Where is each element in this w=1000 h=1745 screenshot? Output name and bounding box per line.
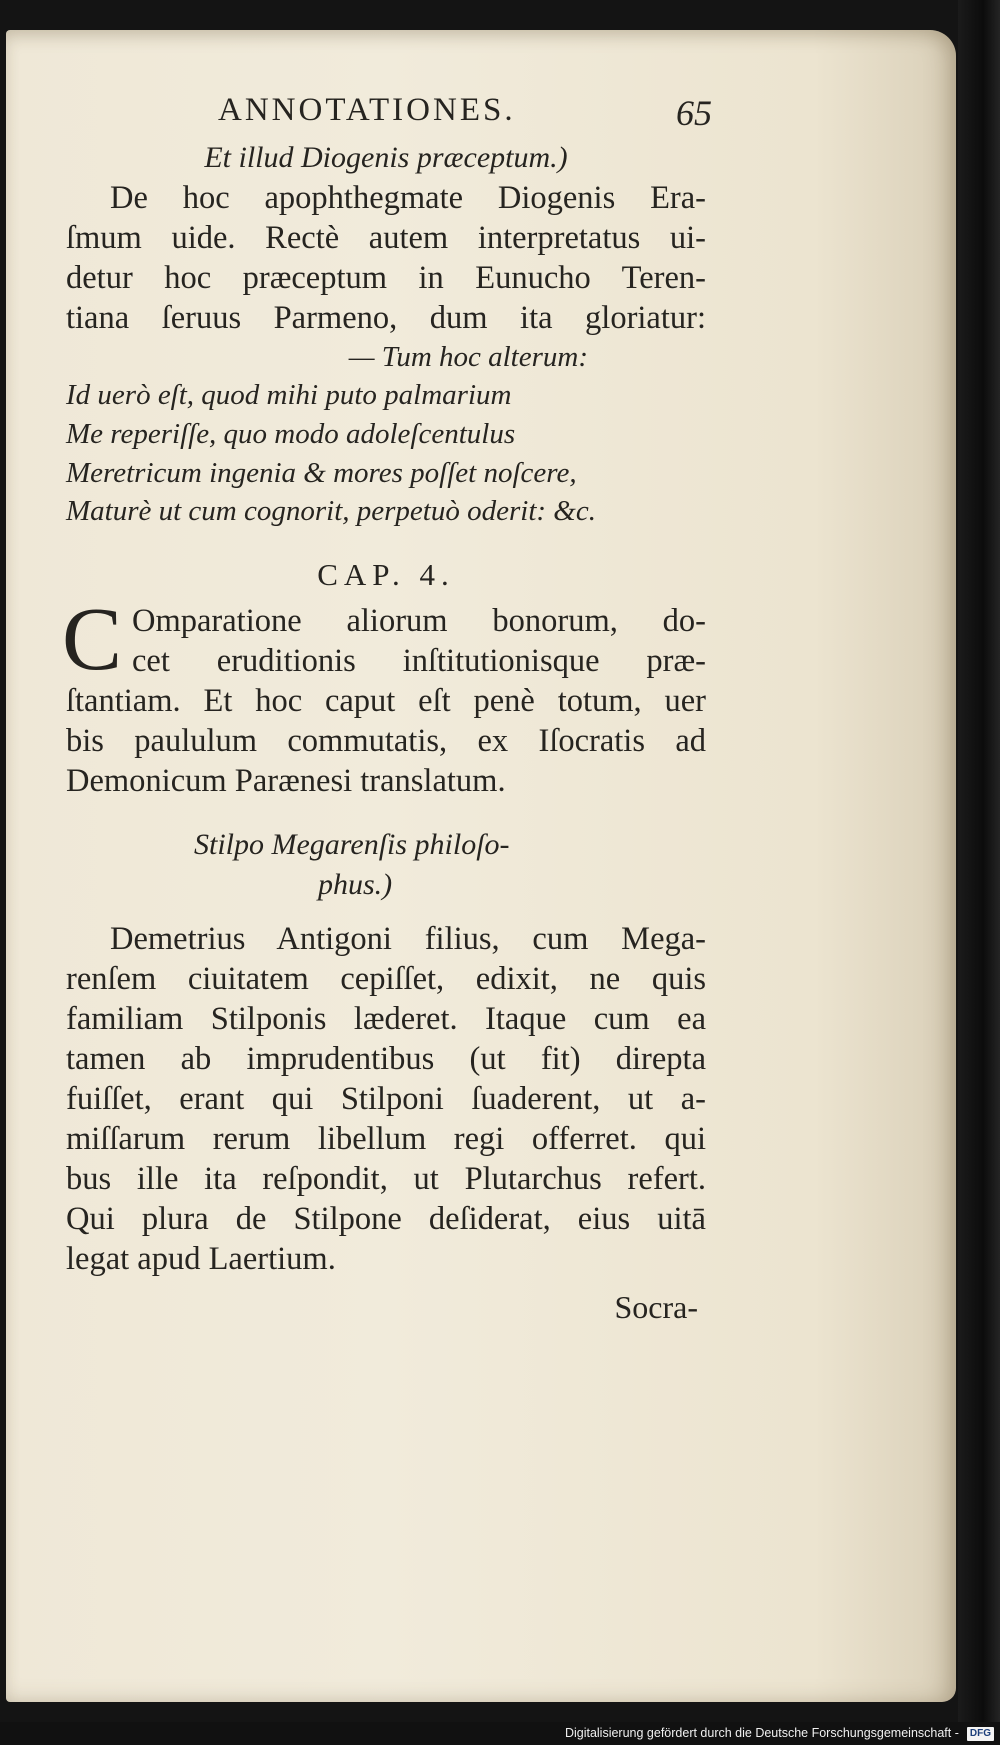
chapter-heading: CAP. 4. [317,557,455,593]
text-line: Demetrius Antigoni filius, cum Mega- [110,921,706,958]
verse-line: Meretricum ingenia & mores poſſet noſcere, [66,456,577,489]
text-line: ſtantiam. Et hoc caput eſt penè totum, uer [66,683,706,720]
text-line: Omparatione aliorum bonorum, do- [132,603,706,640]
verse-line: Maturè ut cum cognorit, perpetuò oderit: &c. [66,495,596,528]
text-line: tiana ſeruus Parmeno, dum ita gloriatur: [66,300,706,336]
text-line: bus ille ita reſpondit, ut Plutarchus refert. [66,1161,706,1198]
running-title: ANNOTATIONES. [218,92,516,128]
verse-line: Me reperiſſe, quo modo adoleſcentulus [66,417,516,450]
lemma-line: phus.) [318,868,393,902]
text-line: legat apud Laertium. [66,1241,336,1278]
text-line: Qui plura de Stilpone deſiderat, eius uitā [66,1201,706,1238]
text-line: miſſarum rerum libellum regi offerret. qui [66,1121,706,1158]
book-spine [958,0,1000,1745]
page-number: 65 [676,93,712,133]
text-line: renſem ciuitatem cepiſſet, edixit, ne quis [66,961,706,998]
text-line: ſmum uide. Rectè autem interpretatus ui- [66,220,706,256]
text-line: bis paululum commutatis, ex Iſocratis ad [66,723,706,760]
funding-banner [0,1722,1000,1745]
running-head [66,92,712,138]
verse-line: Id uerò eſt, quod mihi puto palmarium [66,379,512,411]
funding-text: Digitalisierung gefördert durch die Deutsche Forschungsgemeinschaft - [564,1726,959,1740]
drop-cap: C [62,590,123,690]
lemma-heading-2 [66,825,706,905]
paragraph-2 [62,590,706,801]
text-line: detur hoc præceptum in Eunucho Teren- [66,260,706,296]
book-page [6,30,956,1702]
lemma-heading: Et illud Diogenis præceptum.) [204,141,568,174]
text-line: cet eruditionis inſtitutionisque præ- [132,643,706,680]
verse-quote [66,376,706,531]
verse-intro: — Tum hoc alterum: [348,341,588,373]
paragraph-3 [66,919,706,1279]
text-line: Demonicum Parænesi translatum. [66,763,506,800]
text-line: tamen ab imprudentibus (ut fit) direpta [66,1041,706,1078]
text-block [62,92,712,1329]
paragraph-1 [66,178,706,338]
text-line: familiam Stilponis læderet. Itaque cum ea [66,1001,706,1038]
text-line: De hoc apophthegmate Diogenis Era- [110,180,706,216]
lemma-line: Stilpo Megarenſis philoſo- [194,828,510,862]
text-line: fuiſſet, erant qui Stilponi ſuaderent, ut a- [66,1081,706,1118]
catchword: Socra- [614,1289,698,1326]
dfg-logo-icon: DFG [967,1727,994,1741]
